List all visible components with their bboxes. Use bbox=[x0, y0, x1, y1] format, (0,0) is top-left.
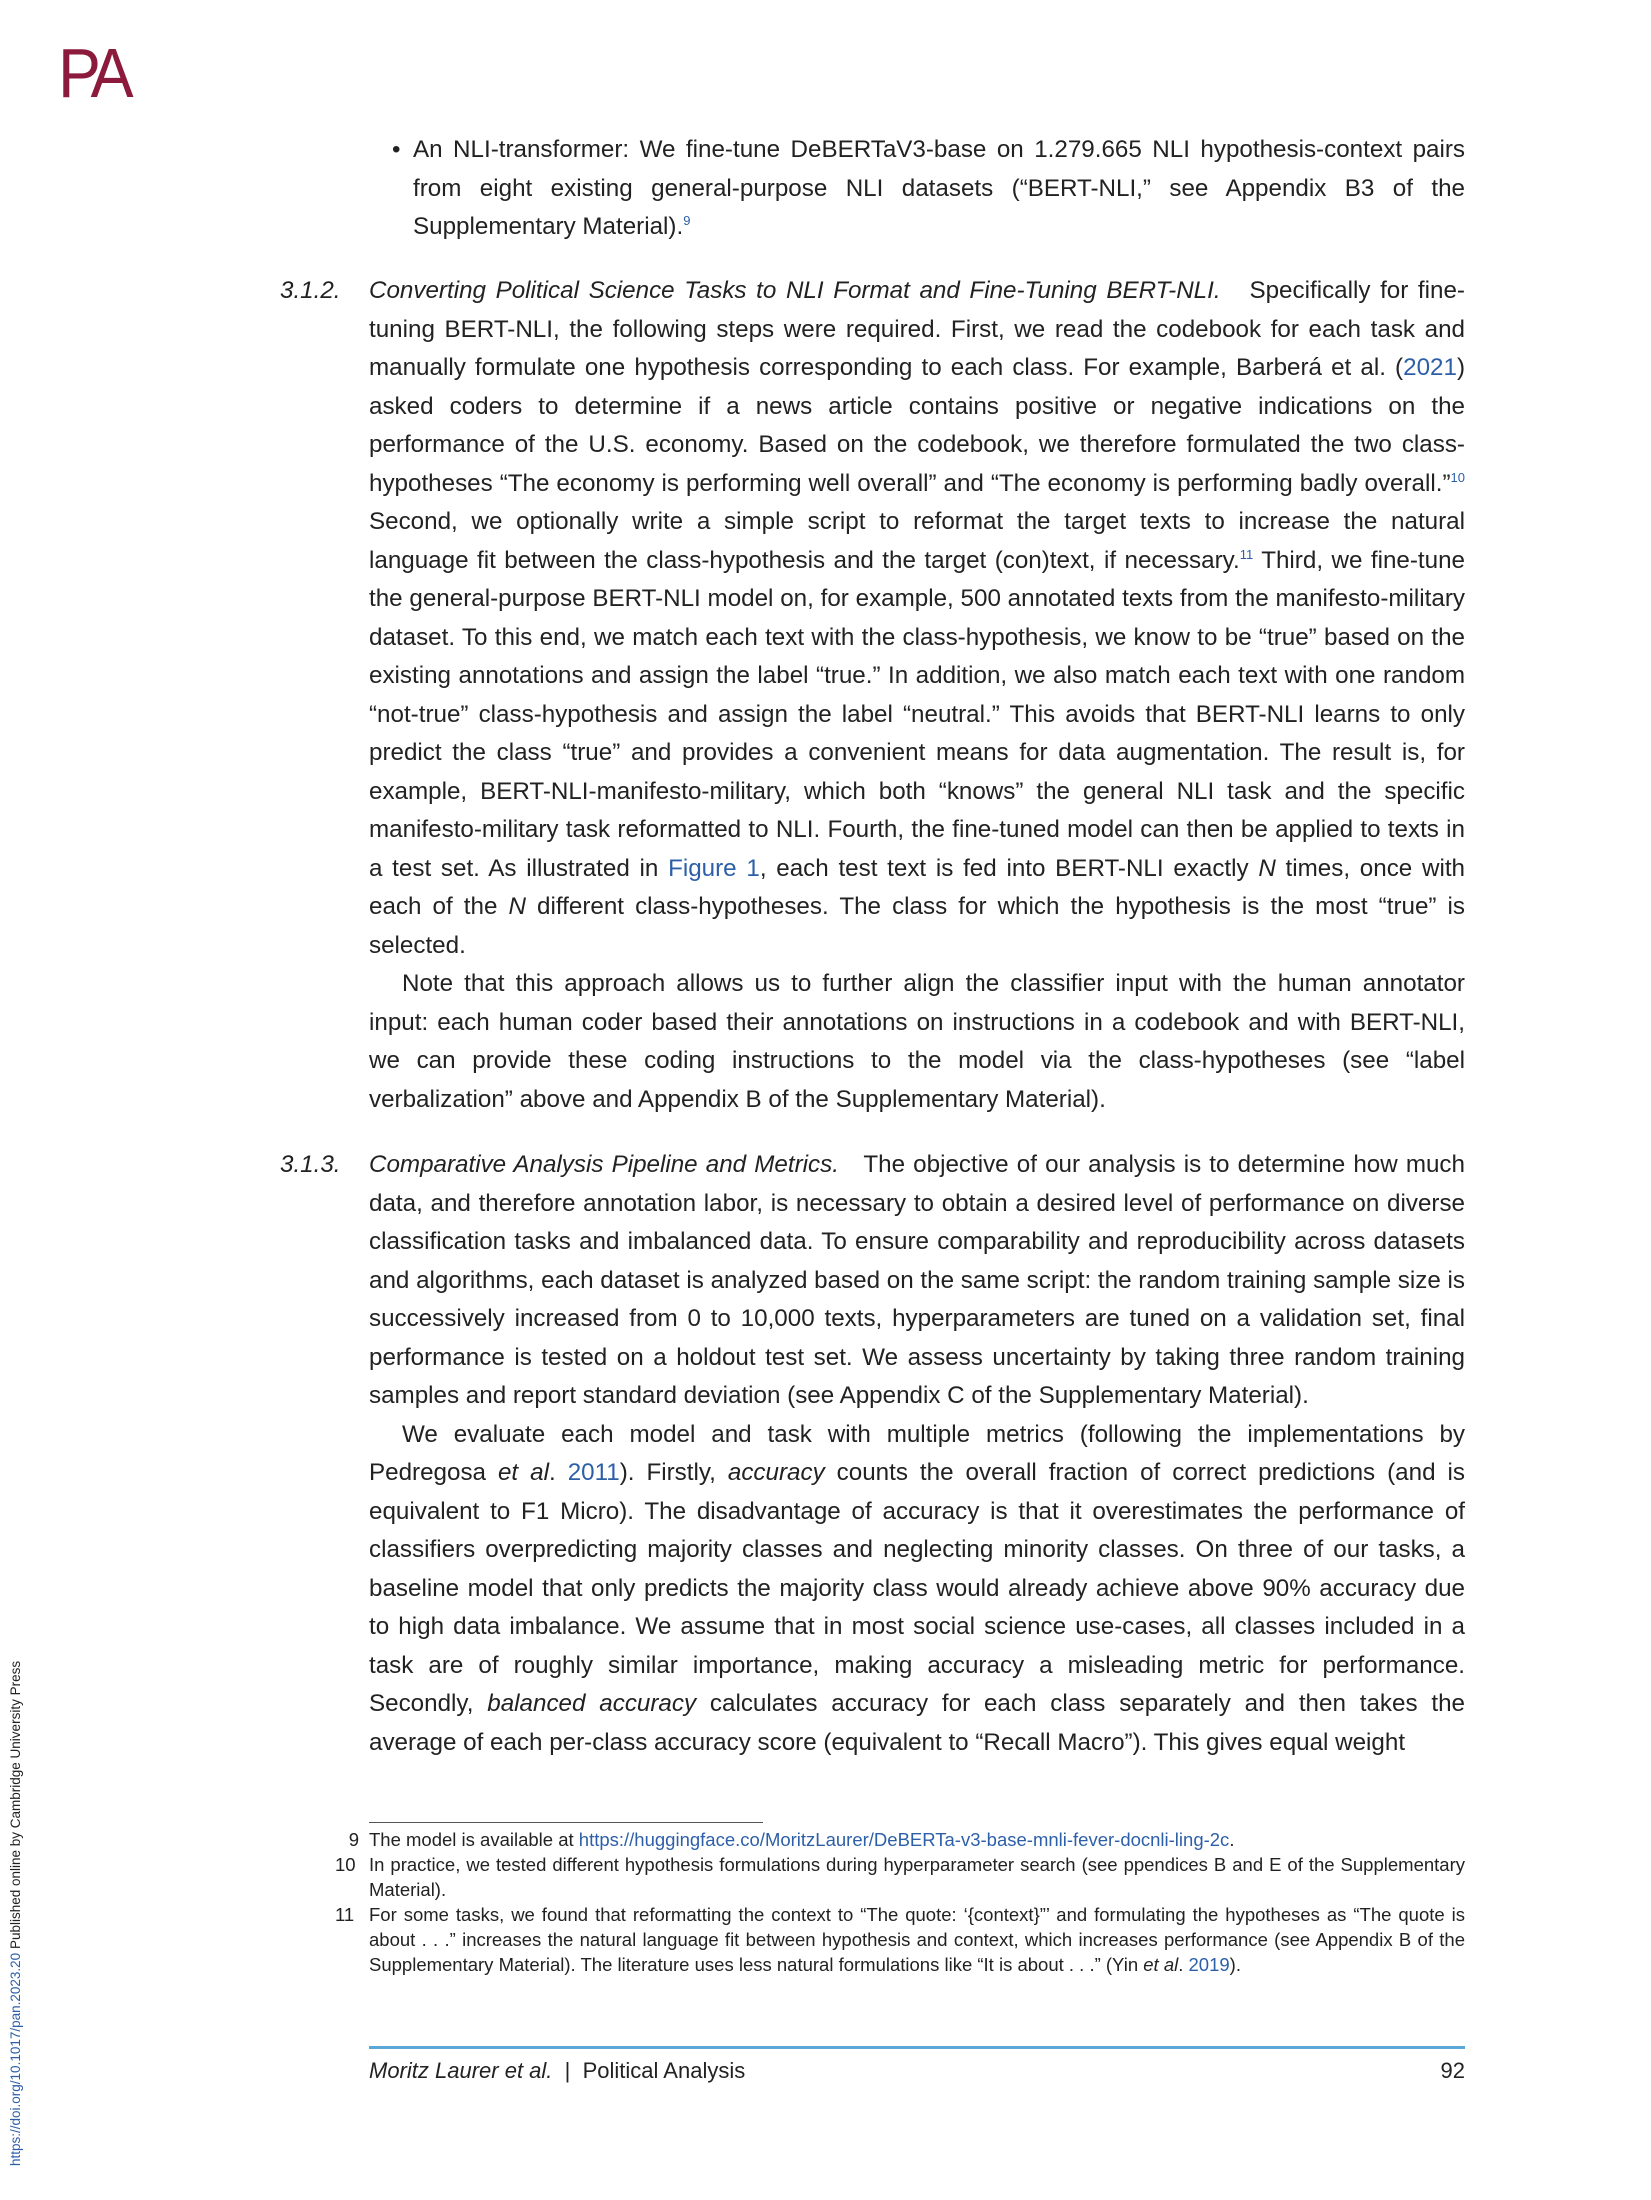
citation-link[interactable]: 2021 bbox=[1403, 354, 1457, 381]
section-3-1-3 bbox=[280, 1146, 1465, 1762]
section-paragraph-1 bbox=[369, 1146, 1465, 1416]
doi-link[interactable]: https://doi.org/10.1017/pan.2023.20 bbox=[8, 1952, 23, 2166]
figure-link[interactable]: Figure 1 bbox=[668, 854, 760, 882]
section-title: Converting Political Science Tasks to NLI Format and Fine-Tuning BERT-NLI. bbox=[369, 277, 1221, 304]
paragraph-text: We evaluate each model and task with multiple metrics (following the implementations by Pedregosa bbox=[369, 1420, 1465, 1486]
paragraph-text: . bbox=[548, 1459, 568, 1486]
footnote-number: 10 bbox=[335, 1854, 356, 1875]
citation-link[interactable]: 2011 bbox=[567, 1459, 620, 1486]
math-variable: N bbox=[1258, 854, 1276, 882]
section-number: 3.1.2. bbox=[280, 277, 341, 304]
footnote-text: In practice, we tested different hypothesis formulations during hyperparameter search (see ppendices B and E of the Supplementary Material). bbox=[369, 1854, 1465, 1900]
footnote-9 bbox=[335, 1827, 1465, 1852]
footnote-number: 9 bbox=[348, 1829, 359, 1850]
section-paragraph-2: Note that this approach allows us to further align the classifier input with the human annotator input: each human coder based their annotations on instructions in a codebook and with BERT-NLI, we can provide these coding instructions to the model via the class-hypotheses (see “label verbalization” above and Appendix B of the Supplementary Material). bbox=[369, 970, 1465, 1113]
section-paragraph-2 bbox=[369, 1416, 1465, 1763]
footnote-ref-9[interactable]: 9 bbox=[683, 213, 691, 228]
section-paragraph-1 bbox=[369, 272, 1465, 965]
footnote-text: The model is available at bbox=[369, 1829, 579, 1850]
bullet-marker: • bbox=[392, 136, 401, 163]
paragraph-text: The objective of our analysis is to determine how much data, and therefore annotation labor, is necessary to obtain a desired level of performance on diverse classification tasks and imbalanced data. To ensure comparability and reproducibility across datasets and algorithms, each dataset is analyzed based on the same script: the random training sample size is successively increased from 0 to 10,000 texts, hyperparameters are tuned on a validation set, final performance is tested on a holdout test set. We assess uncertainty by taking three random training samples and report standard deviation (see Appendix C of the Supplementary Material). bbox=[369, 1151, 1465, 1409]
footnote-text: . bbox=[1178, 1954, 1189, 1975]
term-balanced-accuracy: balanced accuracy bbox=[487, 1690, 697, 1717]
footnote-text: ). bbox=[1229, 1954, 1241, 1975]
paragraph-text: Specifically for fine-tuning BERT-NLI, the following steps were required. First, we read the codebook for each task and manually formulate one hypothesis corresponding to each class. For example, Barberá et al. ( bbox=[369, 277, 1465, 381]
footnotes bbox=[335, 1827, 1465, 1977]
paragraph-text: ). Firstly, bbox=[619, 1459, 728, 1486]
paragraph-text: calculates accuracy for each class separately and then takes the average of each per-class accuracy score (equivalent to “Recall Macro”). This gives equal weight bbox=[369, 1690, 1465, 1756]
et-al: et al bbox=[1143, 1954, 1179, 1975]
footer-divider bbox=[369, 2046, 1465, 2049]
paragraph-text: counts the overall fraction of correct predictions (and is equivalent to F1 Micro). The disadvantage of accuracy is that it overestimates the performance of classifiers overpredicting majority classes and neglecting minority classes. On three of our tasks, a baseline model that only predicts the majority class would already achieve above 90% accuracy due to high data imbalance. We assume that in most social science use-cases, all classes included in a task are of roughly similar importance, making accuracy a misleading metric for performance. Secondly, bbox=[369, 1459, 1465, 1717]
footnote-ref-11[interactable]: 11 bbox=[1239, 546, 1254, 562]
footer-authors: Moritz Laurer et al. bbox=[369, 2058, 553, 2083]
journal-logo: PA bbox=[58, 34, 129, 112]
paragraph-text: ) asked coders to determine if a news article contains positive or negative indications on the performance of the U.S. economy. Based on the codebook, we therefore formulated the two class-hypotheses “The economy is performing well overall” and “The economy is performing badly overall.” bbox=[369, 354, 1465, 497]
footnote-text: For some tasks, we found that reformatting the context to “The quote: ‘{context}”’ and formulating the hypotheses as “The quote is about . . .” increases the natural language fit between hypothesis and context, which increases performance (see Appendix B of the Supplementary Material). The literature uses less natural formulations like “It is about . . .” (Yin bbox=[369, 1904, 1465, 1975]
page-footer bbox=[369, 2058, 1465, 2084]
footnote-11 bbox=[335, 1902, 1465, 1977]
paragraph-text: , each test text is fed into BERT-NLI exactly bbox=[759, 854, 1259, 882]
page-number: 92 bbox=[1440, 2058, 1465, 2083]
footnote-divider bbox=[369, 1822, 763, 1823]
et-al: et al bbox=[497, 1459, 549, 1486]
term-accuracy: accuracy bbox=[727, 1459, 825, 1486]
footnote-number: 11 bbox=[335, 1904, 355, 1925]
math-variable: N bbox=[508, 893, 526, 920]
published-text: Published online by Cambridge University Press bbox=[8, 1660, 23, 1953]
citation-link[interactable]: 2019 bbox=[1188, 1954, 1230, 1975]
paragraph-text: Third, we fine-tune the general-purpose BERT-NLI model on, for example, 500 annotated texts from the manifesto-military dataset. To this end, we match each text with the class-hypothesis, we know to be “true” based on the existing annotations and assign the label “true.” In addition, we also match each text with one random “not-true” class-hypothesis and assign the label “neutral.” This avoids that BERT-NLI learns to only predict the class “true” and provides a convenient means for data augmentation. The result is, for example, BERT-NLI-manifesto-military, which both “knows” the general NLI task and the specific manifesto-military task reformatted to NLI. Fourth, the fine-tuned model can then be applied to texts in a test set. As illustrated in bbox=[369, 546, 1465, 882]
side-doi-strip bbox=[6, 1466, 28, 2166]
huggingface-link[interactable]: https://huggingface.co/MoritzLaurer/DeBERTa-v3-base-mnli-fever-docnli-ling-2c bbox=[578, 1829, 1230, 1850]
footnote-ref-10[interactable]: 10 bbox=[1450, 469, 1465, 485]
footnote-text: . bbox=[1229, 1829, 1235, 1850]
section-3-1-2 bbox=[280, 272, 1466, 1119]
bullet-text: An NLI-transformer: We fine-tune DeBERTaV3-base on 1.279.665 NLI hypothesis-context pairs from eight existing general-purpose NLI datasets (“BERT-NLI,” see Appendix B3 of the Supplementary Material). bbox=[413, 136, 1465, 240]
paragraph-text: Second, we optionally write a simple script to reformat the target texts to increase the natural language fit between the class-hypothesis and the target (con)text, if necessary. bbox=[369, 508, 1465, 574]
paragraph-text: times, once with each of the bbox=[369, 854, 1465, 920]
section-title: Comparative Analysis Pipeline and Metrics. bbox=[369, 1151, 839, 1178]
bullet-item bbox=[392, 131, 1465, 247]
footer-separator: | bbox=[564, 2058, 571, 2083]
footnote-10 bbox=[335, 1852, 1465, 1902]
footer-journal: Political Analysis bbox=[582, 2058, 746, 2083]
section-number: 3.1.3. bbox=[280, 1151, 341, 1178]
paragraph-text: different class-hypotheses. The class for which the hypothesis is the most “true” is selected. bbox=[369, 893, 1466, 959]
